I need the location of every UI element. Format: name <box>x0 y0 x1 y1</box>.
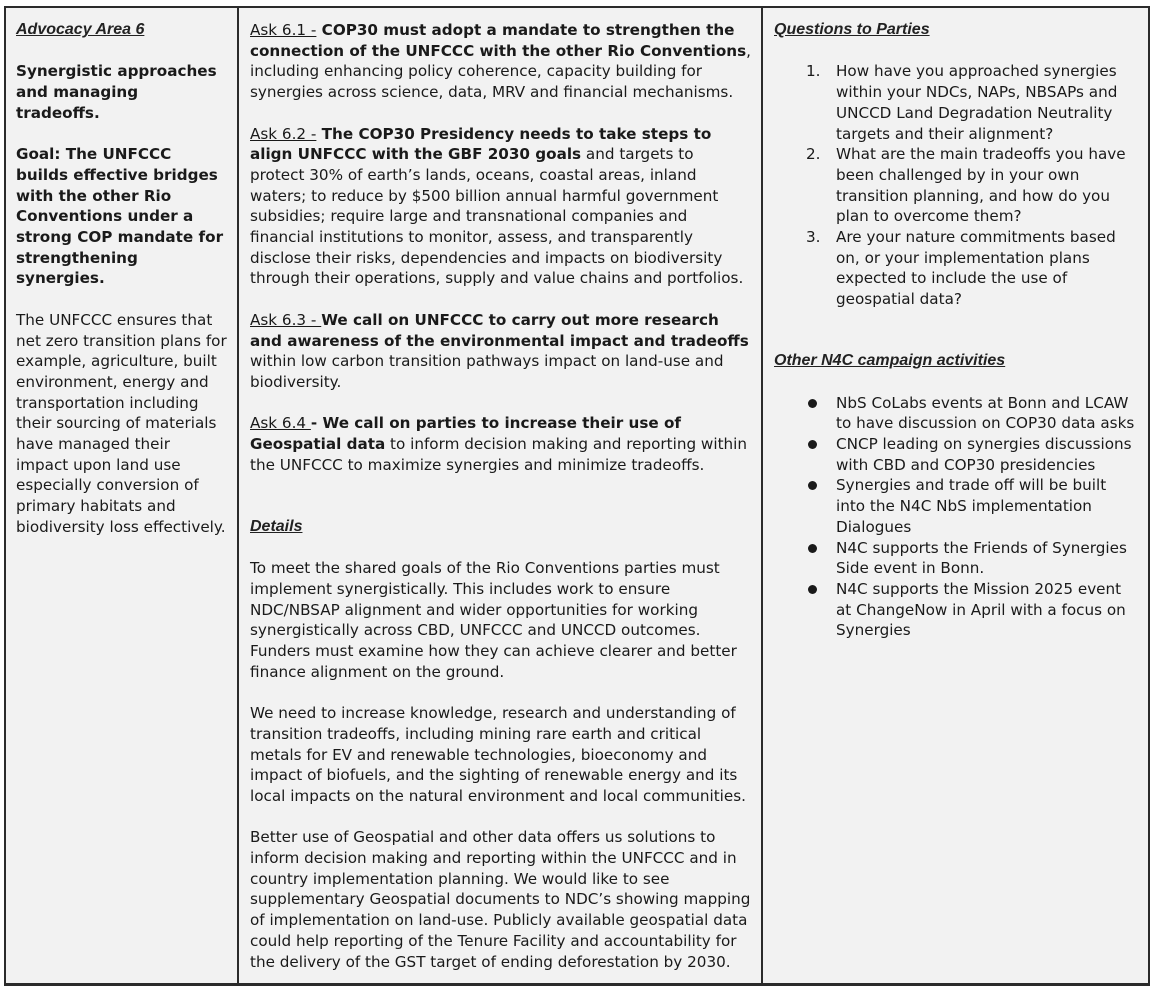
question-item: 2. What are the main tradeoffs you have been challenged by in your own transition planning, and how do you plan to overcome them? <box>806 145 1126 226</box>
bullet-icon <box>808 399 817 408</box>
bullet-icon <box>808 544 817 553</box>
advocacy-area-column <box>6 8 237 983</box>
advocacy-table <box>4 6 1150 986</box>
ask-item: Ask 6.2 - The COP30 Presidency needs to take steps to align UNFCCC with the GBF 2030 goals and targets to protect 30% of earth’s lands, oceans, coastal areas, inland waters; to reduce by $500 billion annual harmful government subsidies; require large and transnational companies and financial institutions to monitor, assess, and transparently disclose their risks, dependencies and impacts on biodiversity through their operations, supply and value chains and portfolios. <box>250 124 744 288</box>
question-item: 3. Are your nature commitments based on, or your implementation plans expected to include the use of geospatial data? <box>806 228 1116 309</box>
questions-column <box>761 8 1148 983</box>
bullet-icon <box>808 481 817 490</box>
asks-column <box>237 8 761 983</box>
advocacy-description: The UNFCCC ensures that net zero transition plans for example, agriculture, built environment, energy and transportation including their sourcing of materials have managed their impact upon land use especially conversion of primary habitats and biodiversity loss effectively. <box>16 310 227 536</box>
activity-item: N4C supports the Mission 2025 event at ChangeNow in April with a focus on Synergies <box>774 579 1138 641</box>
bullet-icon <box>808 585 817 594</box>
ask-item: Ask 6.1 - COP30 must adopt a mandate to strengthen the connection of the UNFCCC with the other Rio Conventions, including enhancing policy coherence, capacity building for synergies across science, data, MRV and financial mechanisms. <box>250 21 751 102</box>
advocacy-subtitle: Synergistic approaches and managing tradeoffs. <box>16 62 217 122</box>
activities-heading: Other N4C campaign activities <box>774 352 1006 370</box>
activities-list <box>774 393 1138 641</box>
ask-item: Ask 6.4 - We call on parties to increase their use of Geospatial data to inform decision making and reporting within the UNFCCC to maximize synergies and minimize tradeoffs. <box>250 414 747 474</box>
details-paragraph: To meet the shared goals of the Rio Conventions parties must implement synergistically. This includes work to ensure NDC/NBSAP alignment and wider opportunities for working synergistically across CBD, UNFCCC and UNCCD outcomes. Funders must examine how they can achieve clearer and better finance alignment on the ground. <box>250 559 737 681</box>
advocacy-goal: Goal: The UNFCCC builds effective bridges with the other Rio Conventions under a strong COP mandate for strengthening synergies. <box>16 145 224 288</box>
questions-list <box>774 61 1138 309</box>
advocacy-area-heading: Advocacy Area 6 <box>16 21 145 38</box>
details-heading: Details <box>250 517 303 535</box>
activity-item: N4C supports the Friends of Synergies Side event in Bonn. <box>774 538 1138 579</box>
details-paragraph: We need to increase knowledge, research and understanding of transition tradeoffs, including mining rare earth and critical metals for EV and renewable technologies, bioeconomy and impact of biofuels, and the sighting of renewable energy and its local impacts on the natural environment and local communities. <box>250 704 746 805</box>
activity-item: NbS CoLabs events at Bonn and LCAW to have discussion on COP30 data asks <box>774 393 1138 434</box>
activity-item: Synergies and trade off will be built into the N4C NbS implementation Dialogues <box>774 475 1138 537</box>
question-item: 1. How have you approached synergies within your NDCs, NAPs, NBSAPs and UNCCD Land Degradation Neutrality targets and their alignment? <box>806 62 1118 143</box>
ask-item: Ask 6.3 - We call on UNFCCC to carry out more research and awareness of the environmental impact and tradeoffs within low carbon transition pathways impact on land-use and biodiversity. <box>250 310 749 391</box>
questions-heading: Questions to Parties <box>774 21 930 38</box>
details-paragraph: Better use of Geospatial and other data offers us solutions to inform decision making and reporting within the UNFCCC and in country implementation planning. We would like to see supplementary Geospatial documents to NDC’s showing mapping of implementation on land-use. Publicly available geospatial data could help reporting of the Tenure Facility and accountability for the delivery of the GST target of ending deforestation by 2030. <box>250 828 751 971</box>
activity-item: CNCP leading on synergies discussions with CBD and COP30 presidencies <box>774 434 1138 475</box>
bullet-icon <box>808 440 817 449</box>
